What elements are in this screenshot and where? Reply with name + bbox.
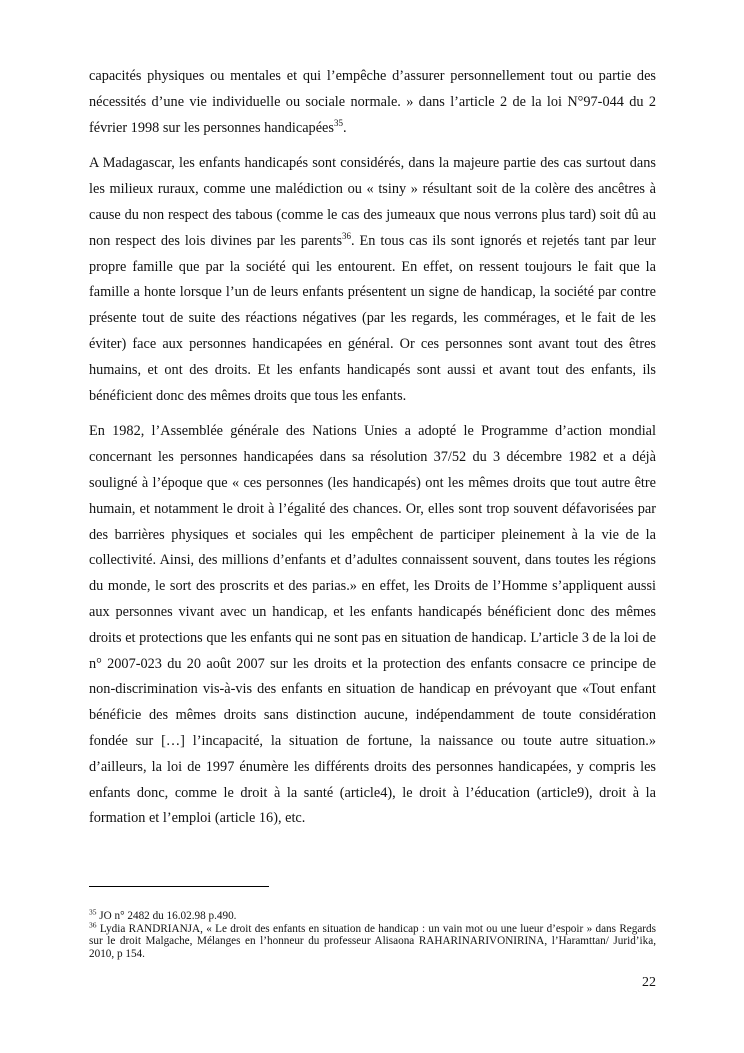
paragraph-text: capacités physiques ou mentales et qui l’empêche d’assurer personnellement tout ou partie des nécessités d’une vie individuelle ou sociale normale. » dans l’article 2 de la loi N°97-044 du 2 février 1998 sur les personnes handicapées <box>89 68 656 136</box>
footnote-text: JO n° 2482 du 16.02.98 p.490. <box>96 910 237 922</box>
footnote-35 <box>89 907 656 923</box>
paragraph-3 <box>89 419 656 832</box>
paragraph-text: . <box>342 119 347 136</box>
paragraph-text: A Madagascar, les enfants handicapés sont considérés, dans la majeure partie des cas surtout dans les milieux ruraux, comme une malédiction ou « tsiny » résultant soit de la colère des ancêtres à cause du non respect des tabous (comme le cas des jumeaux que nous verrons plus tard) soit dû au non respect des lois divines par les parents <box>89 155 656 249</box>
paragraph-2 <box>89 151 656 409</box>
body-text <box>89 64 656 842</box>
paragraph-text: . En tous cas ils sont ignorés et rejetés tant par leur propre famille que par la société qui les entourent. En effet, on ressent toujours le fait que la famille a honte lorsque l’un de leurs enfants présentent un signe de handicap, la société par contre présente tout de suite des réactions négatives (par les regards, les commérages, et le fait de les éviter) face aux personnes handicapées en général. Or ces personnes sont avant tout des êtres humains, et ont des droits. Et les enfants handicapés sont aussi et avant tout des enfants, ils bénéficient donc des mêmes droits que tous les enfants. <box>89 232 656 404</box>
page-number: 22 <box>642 975 656 990</box>
footnote-ref-36[interactable]: 36 <box>342 231 352 242</box>
paragraph-1 <box>89 64 656 141</box>
footnote-number: 36 <box>89 919 97 929</box>
footnote-text: Lydia RANDRIANJA, « Le droit des enfants en situation de handicap : un vain mot ou une lueur d’espoir » dans Regards sur le droit Malgache, Mélanges en l’honneur du professeur Alisaona RAHARINARIVONIRINA, l’Haramttan/ Jurid’ika, 2010, p 154. <box>89 922 656 960</box>
paragraph-text: En 1982, l’Assemblée générale des Nations Unies a adopté le Programme d’action mondial concernant les personnes handicapées dans sa résolution 37/52 du 3 décembre 1982 et a déjà souligné à l’époque que « ces personnes (les handicapés) ont les mêmes droits que tout autre être humain, et notamment le droit à l’égalité des chances. Or, elles sont trop souvent défavorisées par des barrières physiques et sociales qui les empêchent de participer pleinement à la vie de la collectivité. Ainsi, des millions d’enfants et d’adultes connaissent souvent, dans toutes les régions du monde, le sort des proscrits et des parias.» en effet, les Droits de l’Homme s’appliquent aussi aux personnes vivant avec un handicap, et les enfants handicapés bénéficient donc des mêmes droits et protections que les enfants qui ne sont pas en situation de handicap. L’article 3 de la loi de n° 2007-023 du 20 août 2007 sur les droits et la protection des enfants consacre ce principe de non-discrimination vis-à-vis des enfants en situation de handicap en prévoyant que «Tout enfant bénéficie des mêmes droits sans distinction aucune, indépendamment de toute considération fondée sur […] l’incapacité, la situation de fortune, la naissance ou toute autre situation.» d’ailleurs, la loi de 1997 énumère les différents droits des personnes handicapées, y compris les enfants donc, comme le droit à la santé (article4), le droit à l’éducation (article9), droit à la formation et l’emploi (article 16), etc. <box>89 423 656 827</box>
footnotes <box>89 907 656 960</box>
footnote-ref-35[interactable]: 35 <box>333 117 343 128</box>
footnote-number: 35 <box>89 907 97 917</box>
footnote-separator <box>89 886 269 887</box>
footnote-36 <box>89 919 656 961</box>
